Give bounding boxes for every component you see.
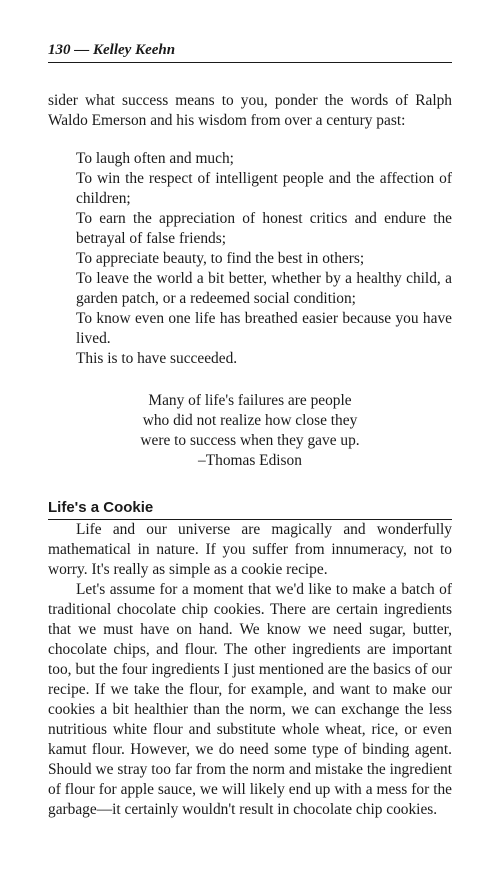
poem-line: To win the respect of intelligent people and the affection of children;: [76, 170, 452, 207]
poem-line: To laugh often and much;: [76, 150, 234, 167]
section-body: [48, 520, 452, 820]
poem-line: To know even one life has breathed easier because you have lived.: [76, 310, 452, 347]
quote-line: who did not realize how close they: [142, 412, 358, 429]
quote-line: Many of life's failures are people: [148, 392, 352, 409]
edison-quote: [48, 391, 452, 471]
book-page: [48, 40, 452, 820]
poem-line: To earn the appreciation of honest critics and endure the betrayal of false friends;: [76, 210, 452, 247]
section-heading: Life's a Cookie: [48, 498, 452, 520]
section-paragraph: Let's assume for a moment that we'd like to make a batch of traditional chocolate chip cookies. There are certain ingredients that we must have on hand. We know we need sugar, butter, chocolate chips, and flour. The other ingredients are important too, but the four ingredients I just mentioned are the basics of our recipe. If we take the flour, for example, and want to make our cookies a bit healthier than the norm, we can exchange the less nutritious white flour and substitute whole wheat, rice, or even kamut flour. However, we do need some type of binding agent. Should we stray too far from the norm and mistake the ingredient of flour for apple sauce, we will likely end up with a mess for the garbage—it certainly wouldn't result in chocolate chip cookies.: [48, 581, 452, 818]
quote-attribution: –Thomas Edison: [198, 452, 302, 469]
poem-line: To appreciate beauty, to find the best in others;: [76, 250, 365, 267]
section-paragraph: Life and our universe are magically and wonderfully mathematical in nature. If you suffer from innumeracy, not to worry. It's really as simple as a cookie recipe.: [48, 521, 452, 578]
running-head: 130 — Kelley Keehn: [48, 40, 452, 63]
poem-line: This is to have succeeded.: [76, 350, 238, 367]
emerson-poem: [76, 149, 452, 369]
quote-line: were to success when they gave up.: [140, 432, 360, 449]
intro-paragraph: sider what success means to you, ponder the words of Ralph Waldo Emerson and his wisdom from over a century past:: [48, 92, 452, 129]
poem-line: To leave the world a bit better, whether by a healthy child, a garden patch, or a redeemed social condition;: [76, 270, 452, 307]
